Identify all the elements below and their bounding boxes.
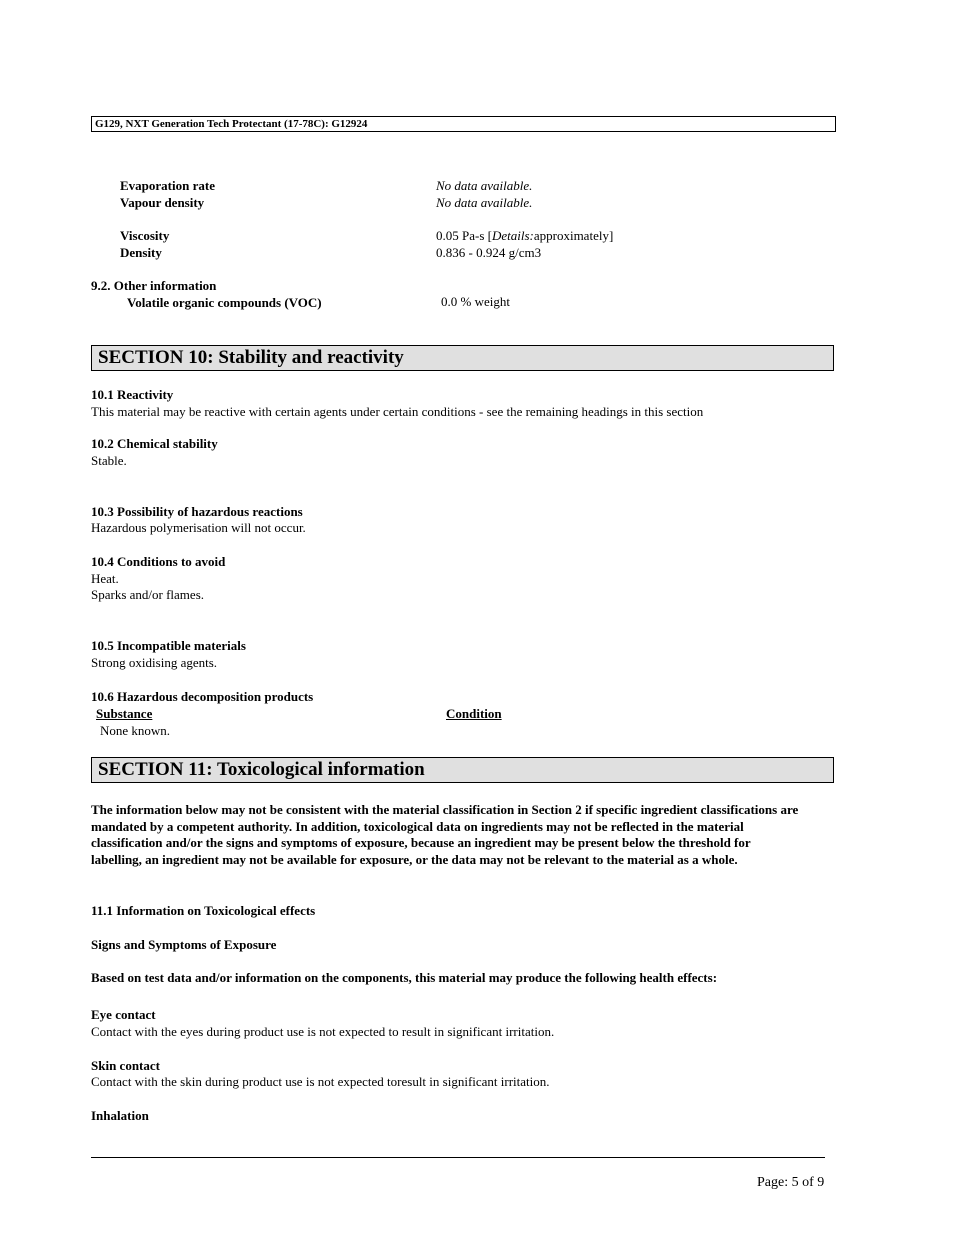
decomposition-col-condition: Condition bbox=[446, 706, 502, 721]
hazardous-reactions-text: Hazardous polymerisation will not occur. bbox=[91, 520, 306, 535]
eye-contact-heading: Eye contact bbox=[91, 1007, 156, 1022]
viscosity-value-details: Details: bbox=[491, 228, 534, 243]
toxicology-intro: The information below may not be consistent with the material classification in Section 2 if specific ingredient classifications are mandated by a competent authority. In addition, toxicological data on ingredients may not be reflected in the material classification and/or the signs and symptoms of exposure, because an ingredient may be present below the threshold for labelling, an ingredient may not be available for exposure, or the data may not be relevant to the material as a whole. bbox=[91, 802, 799, 868]
vapour-density-value: No data available. bbox=[436, 195, 533, 210]
viscosity-label: Viscosity bbox=[120, 228, 170, 243]
health-effects-statement: Based on test data and/or information on the components, this material may produce the following health effects: bbox=[91, 970, 718, 985]
conditions-line-1: Heat. bbox=[91, 571, 119, 586]
section-11-title: SECTION 11: Toxicological information bbox=[91, 757, 834, 783]
evaporation-rate-value: No data available. bbox=[436, 178, 533, 193]
viscosity-value-suffix: approximately] bbox=[533, 228, 614, 243]
eye-contact-text: Contact with the eyes during product use is not expected to result in significant irritation. bbox=[91, 1024, 555, 1039]
reactivity-heading: 10.1 Reactivity bbox=[91, 387, 174, 402]
skin-contact-heading: Skin contact bbox=[91, 1058, 160, 1073]
density-label: Density bbox=[120, 245, 162, 260]
decomposition-heading: 10.6 Hazardous decomposition products bbox=[91, 689, 314, 704]
decomposition-value: None known. bbox=[100, 723, 171, 738]
evaporation-rate-label: Evaporation rate bbox=[120, 178, 215, 193]
toxicological-effects-heading: 11.1 Information on Toxicological effects bbox=[91, 903, 316, 918]
conditions-heading: 10.4 Conditions to avoid bbox=[91, 554, 226, 569]
section-10-title: SECTION 10: Stability and reactivity bbox=[91, 345, 834, 371]
stability-text: Stable. bbox=[91, 453, 127, 468]
vapour-density-label: Vapour density bbox=[120, 195, 205, 210]
hazardous-reactions-heading: 10.3 Possibility of hazardous reactions bbox=[91, 504, 303, 519]
other-information-heading: 9.2. Other information bbox=[91, 278, 217, 293]
inhalation-heading: Inhalation bbox=[91, 1108, 149, 1123]
page-number: Page: 5 of 9 bbox=[757, 1175, 825, 1190]
voc-value: 0.0 % weight bbox=[441, 294, 510, 309]
reactivity-text: This material may be reactive with certain agents under certain conditions - see the remaining headings in this section bbox=[91, 404, 704, 419]
incompatible-text: Strong oxidising agents. bbox=[91, 655, 218, 670]
density-value: 0.836 - 0.924 g/cm3 bbox=[436, 245, 542, 260]
skin-contact-text: Contact with the skin during product use is not expected toresult in significant irritation. bbox=[91, 1074, 550, 1089]
conditions-line-2: Sparks and/or flames. bbox=[91, 587, 205, 602]
document-header: G129, NXT Generation Tech Protectant (17-78C): G12924 bbox=[91, 116, 836, 132]
decomposition-col-substance: Substance bbox=[96, 706, 153, 721]
viscosity-value-prefix: 0.05 Pa-s [ bbox=[436, 228, 492, 243]
stability-heading: 10.2 Chemical stability bbox=[91, 436, 218, 451]
voc-label: Volatile organic compounds (VOC) bbox=[127, 295, 322, 310]
footer-divider bbox=[91, 1157, 825, 1158]
viscosity-value bbox=[436, 228, 613, 245]
signs-symptoms-heading: Signs and Symptoms of Exposure bbox=[91, 937, 277, 952]
incompatible-heading: 10.5 Incompatible materials bbox=[91, 638, 246, 653]
